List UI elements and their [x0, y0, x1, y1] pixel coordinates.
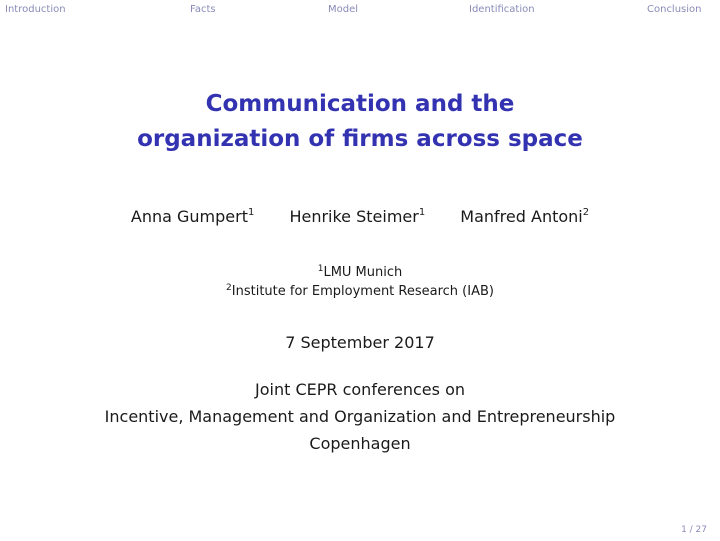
affiliation-name: LMU Munich	[323, 265, 403, 280]
nav-tab-facts[interactable]: Facts	[190, 4, 216, 15]
author-name: Anna Gumpert	[130, 207, 248, 226]
slide-title-line-1: Communication and the	[205, 91, 515, 117]
affiliation-number: 1	[317, 264, 324, 274]
author-affiliation-mark: 2	[582, 207, 590, 218]
venue-line-1: Joint CEPR conferences on	[255, 380, 465, 399]
navigation-bar	[0, 0, 720, 22]
venue-line-3: Copenhagen	[309, 434, 411, 453]
nav-tab-model[interactable]: Model	[328, 4, 359, 15]
author-affiliation-mark: 1	[247, 207, 255, 218]
page-number: 1 / 27	[681, 525, 707, 535]
author-list	[0, 207, 720, 226]
affiliation-name: Institute for Employment Research (IAB)	[231, 284, 494, 299]
nav-tab-identification[interactable]: Identification	[469, 4, 535, 15]
author	[289, 207, 425, 226]
author-affiliation-mark: 1	[418, 207, 426, 218]
affiliation-number: 2	[226, 283, 232, 293]
presentation-date: 7 September 2017	[285, 333, 435, 352]
affiliation	[0, 265, 720, 280]
author-name: Henrike Steimer	[289, 207, 419, 226]
author	[131, 207, 254, 226]
slide-title-line-2: organization of firms across space	[137, 126, 583, 152]
author	[460, 207, 589, 226]
author-name: Manfred Antoni	[460, 207, 583, 226]
venue-line-2: Incentive, Management and Organization and Entrepreneurship	[104, 407, 616, 426]
affiliation	[0, 284, 720, 299]
nav-tab-introduction[interactable]: Introduction	[5, 4, 66, 15]
nav-tab-conclusion[interactable]: Conclusion	[647, 4, 702, 15]
